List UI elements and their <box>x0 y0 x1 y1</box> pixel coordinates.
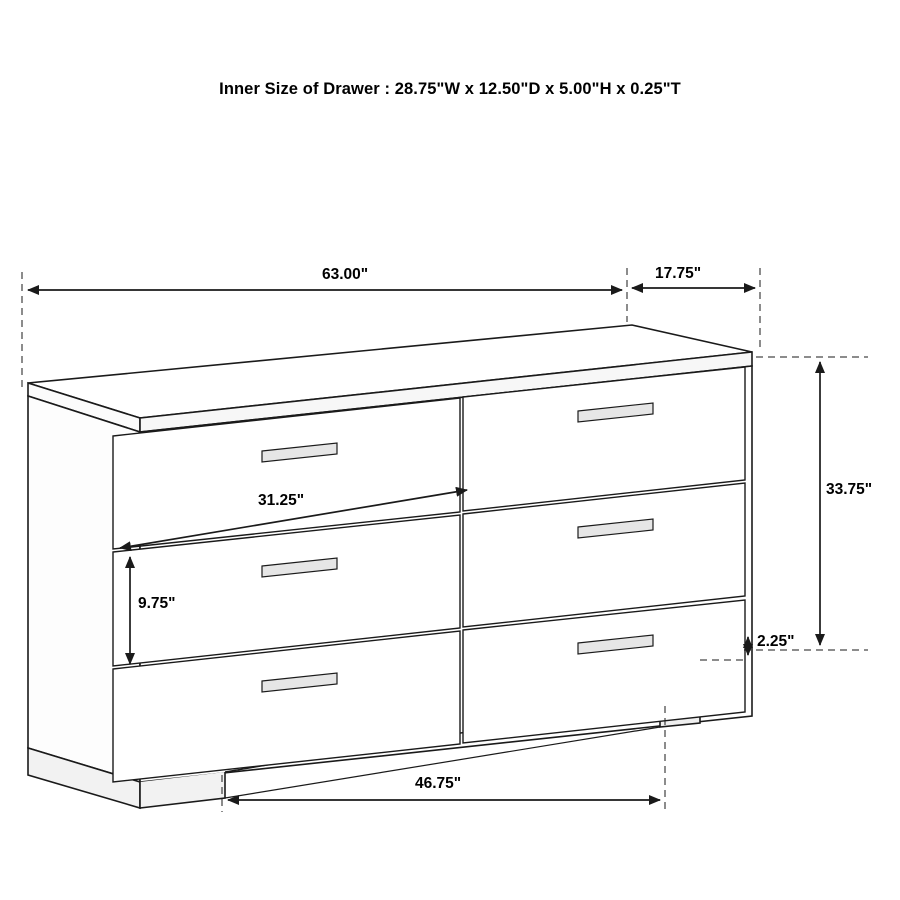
dim-label-height: 33.75" <box>826 481 873 498</box>
dim-label-depth: 17.75" <box>655 265 702 282</box>
dim-label-drawer-height: 9.75" <box>138 595 176 612</box>
dim-label-width-overall: 63.00" <box>322 266 369 283</box>
dim-label-plinth: 2.25" <box>757 633 795 650</box>
page-title: Inner Size of Drawer : 28.75"W x 12.50"D x 5.00"H x 0.25"T <box>219 80 681 98</box>
dim-label-drawer-width: 31.25" <box>258 492 305 509</box>
dim-label-base-width: 46.75" <box>415 775 462 792</box>
